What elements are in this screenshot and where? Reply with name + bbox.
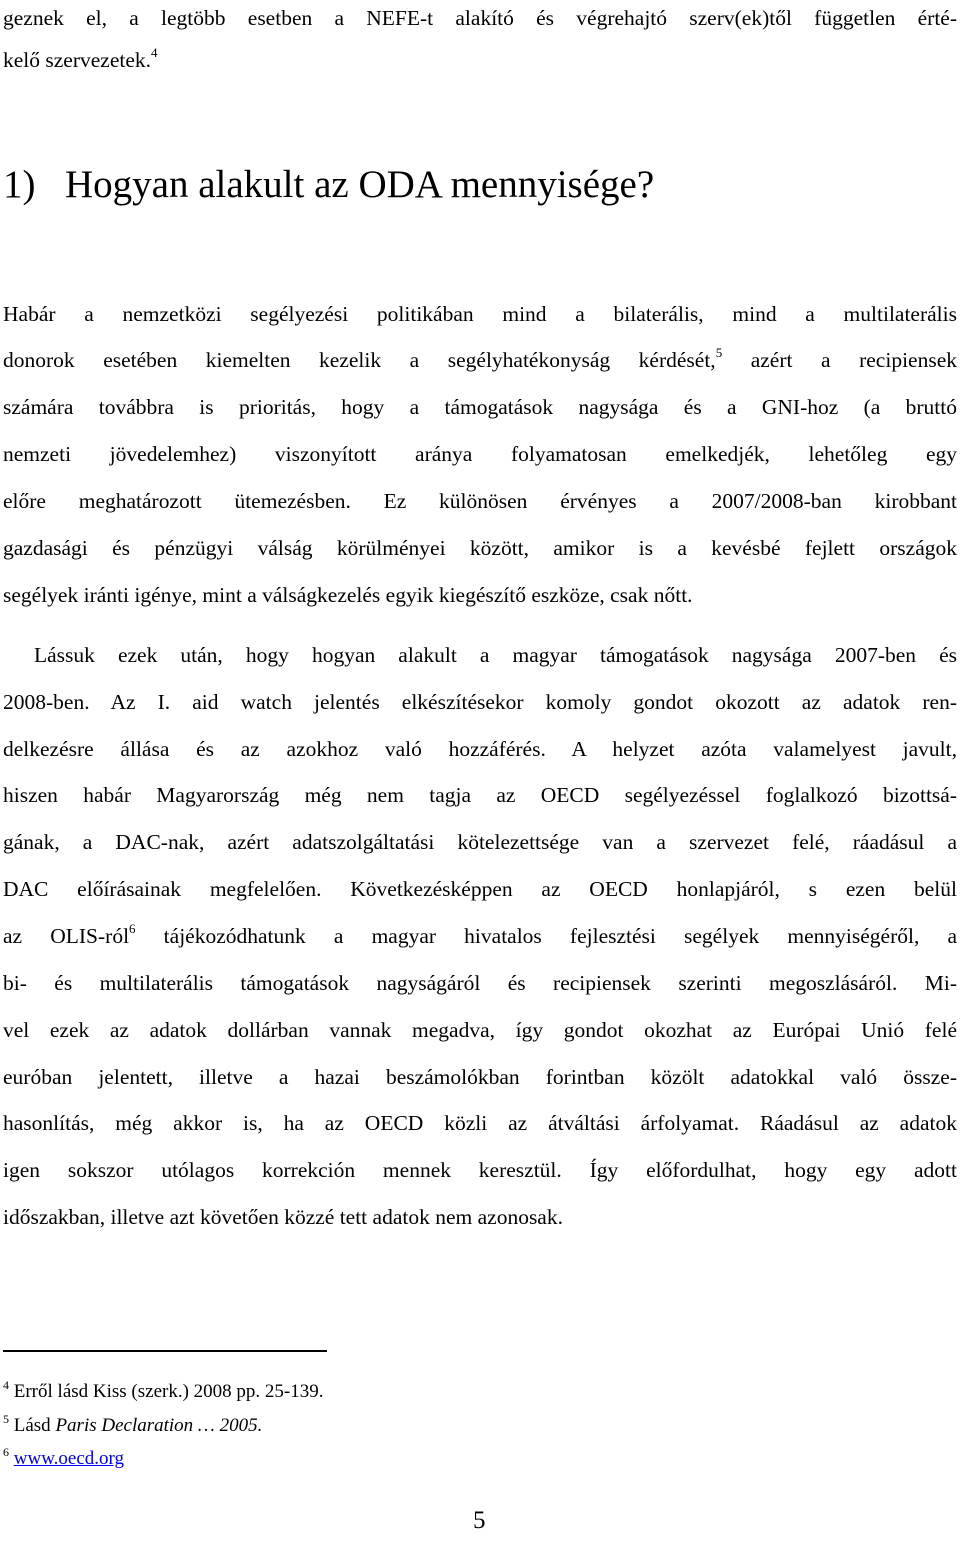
body-text-line: gazdasági és pénzügyi válság körülményei között, amikor is a kevésbé fejlett országok: [3, 536, 957, 560]
body-text-line: vel ezek az adatok dollárban vannak megadva, így gondot okozhat az Európai Unió felé: [3, 1018, 957, 1042]
footnote-ref: 6: [129, 921, 136, 936]
body-text-line: euróban jelentett, illetve a hazai beszámolókban forintban közölt adatokkal való össze-: [3, 1065, 957, 1089]
footnote: $^5$ Lásd Paris Declaration … 2005.: [3, 1412, 263, 1436]
footnote: [3, 1445, 125, 1469]
body-text-line: Lássuk ezek után, hogy hogyan alakult a magyar támogatások nagysága 2007-ben és: [34, 643, 957, 667]
section-number: 1): [3, 163, 36, 206]
section-title: Hogyan alakult az ODA mennyisége?: [65, 163, 655, 206]
body-text-line: DAC előírásainak megfelelően. Következésképpen az OECD honlapjáról, s ezen belül: [3, 877, 957, 901]
page-number: 5: [473, 1507, 486, 1534]
footnote-ref: 4: [151, 45, 158, 60]
body-text-line: igen sokszor utólagos korrekción mennek keresztül. Így előfordulhat, hogy egy adott: [3, 1158, 957, 1182]
body-text-line: hiszen habár Magyarország még nem tagja az OECD segélyezéssel foglalkozó bizottsá-: [3, 783, 957, 807]
footnote-number: 4: [3, 1378, 9, 1392]
body-text-line: számára továbbra is prioritás, hogy a támogatások nagysága és a GNI-hoz (a bruttó: [3, 395, 957, 419]
body-text-line: nemzeti jövedelemhez) viszonyított aránya folyamatosan emelkedjék, lehetőleg egy: [3, 442, 957, 466]
body-text-line: előre meghatározott ütemezésben. Ez különösen érvényes a 2007/2008-ban kirobbant: [3, 489, 957, 513]
footnote: $^4$ Erről lásd Kiss (szerk.) 2008 pp. 25-139.: [3, 1378, 324, 1402]
body-text-line: 2008-ben. Az I. aid watch jelentés elkészítésekor komoly gondot okozott az adatok ren-: [3, 690, 957, 714]
document-page: [3, 0, 957, 1544]
section-heading: [3, 165, 654, 204]
body-text-line: donorok esetében kiemelten kezelik a segélyhatékonyság kérdését,$^5$ azért a recipiensek: [3, 345, 957, 372]
body-text-line: az OLIS-ról$^6$ tájékozódhatunk a magyar hivatalos fejlesztési segélyek mennyiségéről, a: [3, 921, 957, 948]
body-text-line: delkezésre állása és az azokhoz való hozzáférés. A helyzet azóta valamelyest javult,: [3, 737, 957, 761]
body-text-line: időszakban, illetve azt követően közzé tett adatok nem azonosak.: [3, 1205, 563, 1229]
footnote-number: 5: [3, 1412, 9, 1426]
body-text-line: bi- és multilaterális támogatások nagyságáról és recipiensek szerinti megoszlásáról. Mi-: [3, 971, 957, 995]
body-text-line: kelő szervezetek.$^4$: [3, 45, 158, 72]
footnote-ref: 5: [715, 345, 723, 360]
body-text-line: gának, a DAC-nak, azért adatszolgáltatási kötelezettsége van a szervezet felé, ráadásul a: [3, 830, 957, 854]
oecd-link[interactable]: www.oecd.org: [13, 1448, 125, 1469]
body-text-line: geznek el, a legtöbb esetben a NEFE-t alakító és végrehajtó szerv(ek)től független érté-: [3, 6, 957, 30]
footnote-number: 6: [3, 1445, 9, 1459]
body-text-line: hasonlítás, még akkor is, ha az OECD közli az átváltási árfolyamat. Ráadásul az adatok: [3, 1111, 957, 1135]
footnote-divider: [3, 1350, 327, 1352]
body-text-line: Habár a nemzetközi segélyezési politikában mind a bilaterális, mind a multilaterális: [3, 302, 957, 326]
body-text-line: segélyek iránti igénye, mint a válságkezelés egyik kiegészítő eszköze, csak nőtt.: [3, 583, 693, 607]
